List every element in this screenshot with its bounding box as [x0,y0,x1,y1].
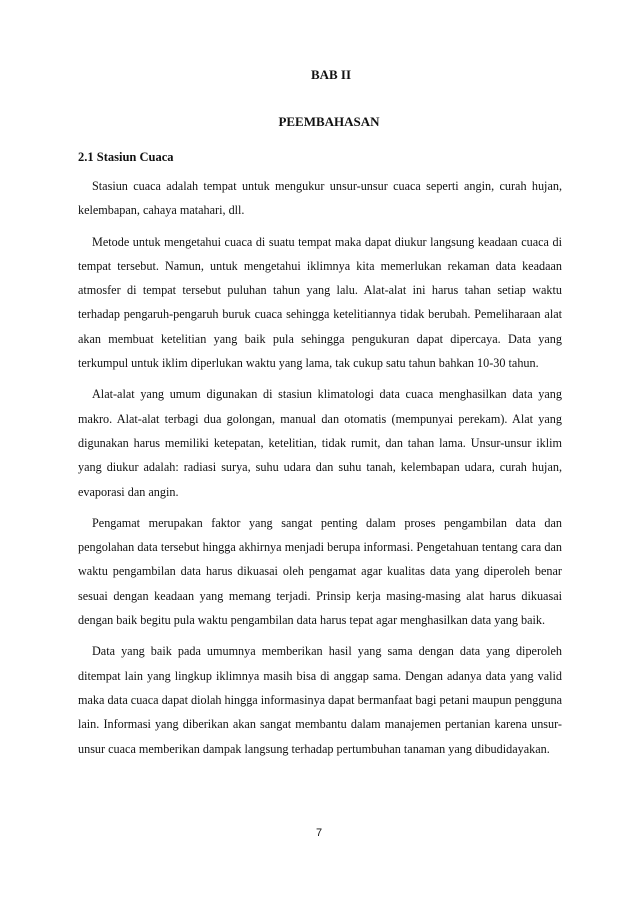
paragraph-2: Metode untuk mengetahui cuaca di suatu tempat maka dapat diukur langsung keadaan cuaca di tempat tersebut. Namun, untuk mengetahui iklimnya kita memerlukan rekaman data keadaan atmosfer di tempat tersebut puluhan tahun yang lalu. Alat-alat ini harus tahan setiap waktu terhadap pengaruh-pengaruh buruk cuaca sehingga ketelitiannya tidak berubah. Pemeliharaan alat akan membuat ketelitian yang baik pula sehingga pengukuran dapat dipercaya. Data yang terkumpul untuk iklim diperlukan waktu yang lama, tak cukup satu tahun bahkan 10-30 tahun. [78,234,562,371]
chapter-number: BAB II [310,67,352,82]
paragraph-1: Stasiun cuaca adalah tempat untuk mengukur unsur-unsur cuaca seperti angin, curah hujan, kelembapan, cahaya matahari, dll. [78,179,562,218]
section-heading: 2.1 Stasiun Cuaca [78,150,174,164]
paragraph-3: Alat-alat yang umum digunakan di stasiun klimatologi data cuaca menghasilkan data yang makro. Alat-alat terbagi dua golongan, manual dan otomatis (mempunyai perekam). Alat yang digunakan harus memiliki ketepatan, ketelitian, tidak rumit, dan tahan lama. Unsur-unsur iklim yang diukur adalah: radiasi surya, suhu udara dan suhu tanah, kelembapan udara, curah hujan, evaporasi dan angin. [78,387,562,499]
page-number: 7 [315,827,323,839]
body-text [78,174,562,768]
paragraph-5: Data yang baik pada umumnya memberikan hasil yang sama dengan data yang diperoleh ditempat lain yang lingkup iklimnya masih bisa di anggap sama. Dengan adanya data yang valid maka data cuaca dapat diolah hingga informasinya dapat bermanfaat bagi petani maupun pengguna lain. Informasi yang diberikan akan sangat membantu dalam manajemen pertanian karena unsur-unsur cuaca memberikan dampak langsung terhadap pertumbuhan tanaman yang dibudidayakan. [78,644,562,756]
paragraph-4: Pengamat merupakan faktor yang sangat penting dalam proses pengambilan data dan pengolahan data tersebut hingga akhirnya menjadi berupa informasi. Pengetahuan tentang cara dan waktu pengambilan data harus dikuasai oleh pengamat agar kualitas data yang diperoleh benar sesuai dengan keadaan yang memang terjadi. Prinsip kerja masing-masing alat harus dikuasai dengan baik begitu pula waktu pengambilan data harus tepat agar menghasilkan data yang baik. [78,515,562,628]
chapter-title: PEEMBAHASAN [278,114,380,129]
